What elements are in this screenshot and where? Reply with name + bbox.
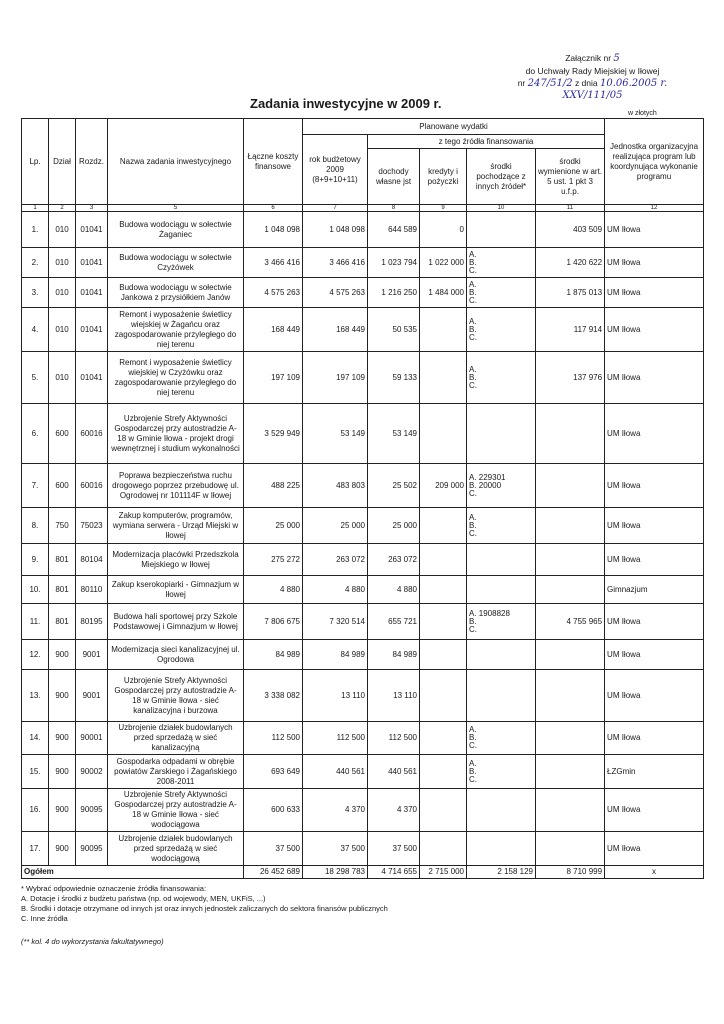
row-task-name: Uzbrojenie działek budowlanych przed sprzedażą w sieć wodociągową (108, 832, 244, 866)
table-body (22, 212, 704, 866)
row-task-name: Budowa wodociągu w sołectwie Żaganiec (108, 212, 244, 248)
row-art: 1 420 622 (536, 248, 605, 278)
row-other-sources (467, 212, 536, 248)
row-task-name: Gospodarka odpadami w obrębie powiatów Żarskiego i Żagańskiego 2008-2011 (108, 755, 244, 789)
row-unit: UM Iłowa (605, 464, 704, 508)
row-total: 3 529 949 (244, 404, 303, 464)
row-year: 4 575 263 (303, 278, 368, 308)
row-dzial: 600 (49, 404, 76, 464)
row-own: 25 000 (368, 508, 420, 544)
row-total: 600 633 (244, 789, 303, 832)
row-rozdz: 80195 (76, 604, 108, 640)
column-numbers-row (22, 205, 704, 212)
row-lp: 4. (22, 308, 49, 352)
row-total: 168 449 (244, 308, 303, 352)
row-own: 112 500 (368, 722, 420, 755)
row-own: 59 133 (368, 352, 420, 404)
row-dzial: 600 (49, 464, 76, 508)
row-unit: UM Iłowa (605, 352, 704, 404)
row-total: 7 806 675 (244, 604, 303, 640)
row-lp: 9. (22, 544, 49, 576)
row-task-name: Zakup kserokopiarki - Gimnazjum w Iłowej (108, 576, 244, 604)
row-rozdz: 80110 (76, 576, 108, 604)
column-number: 2 (49, 205, 76, 212)
row-dzial: 900 (49, 755, 76, 789)
totals-loans: 2 715 000 (420, 866, 467, 879)
row-unit: UM Iłowa (605, 212, 704, 248)
row-loans (420, 670, 467, 722)
attachment-note (485, 52, 700, 102)
row-task-name: Uzbrojenie Strefy Aktywności Gospodarczej przy autostradzie A-18 w Gminie Iłowa - projekt drogi wewnętrznej i studium wykonalności (108, 404, 244, 464)
row-year: 112 500 (303, 722, 368, 755)
row-other-sources: A. B. C. (467, 755, 536, 789)
row-art (536, 508, 605, 544)
row-own: 440 561 (368, 755, 420, 789)
totals-other: 2 158 129 (467, 866, 536, 879)
totals-label: Ogółem (22, 866, 244, 879)
row-total: 3 338 082 (244, 670, 303, 722)
row-year: 483 803 (303, 464, 368, 508)
row-dzial: 801 (49, 544, 76, 576)
row-total: 693 649 (244, 755, 303, 789)
header-dzial: Dział (49, 119, 76, 205)
row-lp: 6. (22, 404, 49, 464)
row-lp: 12. (22, 640, 49, 670)
row-other-sources (467, 670, 536, 722)
row-own: 37 500 (368, 832, 420, 866)
row-task-name: Budowa wodociągu w sołectwie Czyżówek (108, 248, 244, 278)
row-total: 112 500 (244, 722, 303, 755)
row-other-sources (467, 832, 536, 866)
row-other-sources: A. 1908828 B. C. (467, 604, 536, 640)
table-row (22, 604, 704, 640)
row-rozdz: 9001 (76, 670, 108, 722)
row-total: 3 466 416 (244, 248, 303, 278)
row-own: 1 023 794 (368, 248, 420, 278)
row-loans (420, 789, 467, 832)
row-rozdz: 90001 (76, 722, 108, 755)
row-rozdz: 60016 (76, 404, 108, 464)
table-row (22, 576, 704, 604)
header-rozdz: Rozdz. (76, 119, 108, 205)
attachment-number: 5 (613, 53, 620, 64)
header-name: Nazwa zadania inwestycyjnego (108, 119, 244, 205)
investment-table (21, 118, 704, 879)
row-own: 655 721 (368, 604, 420, 640)
row-loans (420, 832, 467, 866)
row-other-sources (467, 404, 536, 464)
row-other-sources: A. B. C. (467, 248, 536, 278)
row-loans (420, 722, 467, 755)
row-loans (420, 544, 467, 576)
row-other-sources (467, 789, 536, 832)
row-loans: 0 (420, 212, 467, 248)
row-lp: 10. (22, 576, 49, 604)
row-task-name: Poprawa bezpieczeństwa ruchu drogowego poprzez przebudowę ul. Ogrodowej nr 101114F w Iłowej (108, 464, 244, 508)
row-other-sources (467, 640, 536, 670)
row-own: 1 216 250 (368, 278, 420, 308)
row-dzial: 900 (49, 670, 76, 722)
row-year: 197 109 (303, 352, 368, 404)
row-rozdz: 01041 (76, 248, 108, 278)
column-number: 10 (467, 205, 536, 212)
row-dzial: 010 (49, 308, 76, 352)
row-task-name: Remont i wyposażenie świetlicy wiejskiej w Czyżówku oraz zagospodarowanie przyległego do niej terenu (108, 352, 244, 404)
row-dzial: 900 (49, 640, 76, 670)
row-other-sources: A. B. C. (467, 508, 536, 544)
row-rozdz: 60016 (76, 464, 108, 508)
row-year: 84 989 (303, 640, 368, 670)
table-header (22, 119, 704, 212)
row-own: 50 535 (368, 308, 420, 352)
table-row (22, 670, 704, 722)
resolution-date: 10.06.2005 r. (600, 78, 668, 89)
row-art (536, 640, 605, 670)
row-year: 25 000 (303, 508, 368, 544)
row-year: 7 320 514 (303, 604, 368, 640)
column-number: 12 (605, 205, 704, 212)
row-own: 84 989 (368, 640, 420, 670)
row-unit: UM Iłowa (605, 544, 704, 576)
header-other: środki pochodzące z innych źródeł* (467, 149, 536, 205)
row-other-sources: A. B. C. (467, 722, 536, 755)
row-art (536, 544, 605, 576)
row-lp: 2. (22, 248, 49, 278)
row-own: 644 589 (368, 212, 420, 248)
row-art: 403 509 (536, 212, 605, 248)
row-lp: 15. (22, 755, 49, 789)
row-task-name: Modernizacja placówki Przedszkola Miejskiego w Iłowej (108, 544, 244, 576)
header-own: dochody własne jst (368, 149, 420, 205)
footnote-optional: (** kol. 4 do wykorzystania fakultatywnego) (21, 937, 164, 946)
row-unit: UM Iłowa (605, 278, 704, 308)
row-own: 4 370 (368, 789, 420, 832)
row-task-name: Uzbrojenie Strefy Aktywności Gospodarczej przy autostradzie A-18 w Gminie Iłowa - sieć kanalizacyjna i burzowa (108, 670, 244, 722)
row-unit: UM Iłowa (605, 508, 704, 544)
row-art (536, 789, 605, 832)
row-loans: 1 484 000 (420, 278, 467, 308)
row-task-name: Uzbrojenie Strefy Aktywności Gospodarczej przy autostradzie A-18 w Gminie Iłowa - sieć wodociągowa (108, 789, 244, 832)
table-row (22, 278, 704, 308)
row-task-name: Uzbrojenie działek budowlanych przed sprzedażą w sieć kanalizacyjną (108, 722, 244, 755)
row-art (536, 722, 605, 755)
row-year: 3 466 416 (303, 248, 368, 278)
row-loans (420, 604, 467, 640)
row-rozdz: 90095 (76, 832, 108, 866)
row-other-sources (467, 544, 536, 576)
row-year: 4 370 (303, 789, 368, 832)
totals-year: 18 298 783 (303, 866, 368, 879)
footnote-line: * Wybrać odpowiednie oznaczenie źródła finansowania: (21, 884, 207, 893)
row-year: 1 048 098 (303, 212, 368, 248)
row-year: 53 149 (303, 404, 368, 464)
row-own: 25 502 (368, 464, 420, 508)
row-lp: 11. (22, 604, 49, 640)
row-unit: ŁZGmin (605, 755, 704, 789)
column-number: 3 (76, 205, 108, 212)
table-row (22, 352, 704, 404)
totals-unit: x (605, 866, 704, 879)
column-number: 11 (536, 205, 605, 212)
row-loans (420, 576, 467, 604)
row-art (536, 404, 605, 464)
row-task-name: Modernizacja sieci kanalizacyjnej ul. Ogrodowa (108, 640, 244, 670)
row-other-sources: A. B. C. (467, 308, 536, 352)
page-title: Zadania inwestycyjne w 2009 r. (250, 96, 442, 111)
row-art (536, 464, 605, 508)
row-other-sources: A. 229301 B. 20000 C. (467, 464, 536, 508)
row-total: 84 989 (244, 640, 303, 670)
resolution-signature: XXV/111/05 (562, 90, 623, 101)
row-total: 4 880 (244, 576, 303, 604)
table-row (22, 248, 704, 278)
row-loans (420, 404, 467, 464)
column-number: 1 (22, 205, 49, 212)
totals-art: 8 710 999 (536, 866, 605, 879)
row-art (536, 832, 605, 866)
totals-own: 4 714 655 (368, 866, 420, 879)
row-dzial: 010 (49, 278, 76, 308)
row-unit: UM Iłowa (605, 789, 704, 832)
column-number: 8 (368, 205, 420, 212)
row-dzial: 801 (49, 604, 76, 640)
row-year: 263 072 (303, 544, 368, 576)
row-own: 263 072 (368, 544, 420, 576)
header-planned: Planowane wydatki (303, 119, 605, 135)
column-number: 7 (303, 205, 368, 212)
row-art (536, 670, 605, 722)
row-unit: UM Iłowa (605, 248, 704, 278)
footnote-line: B. Środki i dotacje otrzymane od innych jst oraz innych jednostek zaliczanych do sektora finansów publicznych (21, 904, 388, 913)
footnote-line: C. Inne źródła (21, 914, 68, 923)
row-other-sources: A. B. C. (467, 352, 536, 404)
row-loans (420, 508, 467, 544)
row-loans (420, 755, 467, 789)
row-unit: Gimnazjum (605, 576, 704, 604)
row-lp: 14. (22, 722, 49, 755)
table-row (22, 404, 704, 464)
row-rozdz: 9001 (76, 640, 108, 670)
header-total: Łączne koszty finansowe (244, 119, 303, 205)
row-task-name: Budowa hali sportowej przy Szkole Podstawowej i Gimnazjum w Iłowej (108, 604, 244, 640)
row-lp: 8. (22, 508, 49, 544)
row-art (536, 755, 605, 789)
row-lp: 16. (22, 789, 49, 832)
row-lp: 13. (22, 670, 49, 722)
header-art: środki wymienione w art. 5 ust. 1 pkt 3 u.f.p. (536, 149, 605, 205)
table-row (22, 508, 704, 544)
table-row (22, 308, 704, 352)
header-sources: z tego źródła finansowania (368, 135, 605, 149)
row-year: 168 449 (303, 308, 368, 352)
row-loans (420, 640, 467, 670)
row-unit: UM Iłowa (605, 832, 704, 866)
row-loans (420, 308, 467, 352)
column-number: 6 (244, 205, 303, 212)
row-art: 4 755 965 (536, 604, 605, 640)
row-dzial: 750 (49, 508, 76, 544)
header-unit-org: Jednostka organizacyjna realizująca program lub koordynująca wykonanie programu (605, 119, 704, 205)
footnotes (21, 884, 621, 924)
table-row (22, 640, 704, 670)
totals-total: 26 452 689 (244, 866, 303, 879)
row-rozdz: 01041 (76, 278, 108, 308)
row-unit: UM Iłowa (605, 722, 704, 755)
attachment-label: Załącznik nr (565, 53, 612, 63)
row-loans: 1 022 000 (420, 248, 467, 278)
totals-row (22, 866, 704, 879)
row-dzial: 900 (49, 832, 76, 866)
row-year: 440 561 (303, 755, 368, 789)
table-row (22, 789, 704, 832)
table-row (22, 722, 704, 755)
row-rozdz: 01041 (76, 352, 108, 404)
row-other-sources: A. B. C. (467, 278, 536, 308)
row-unit: UM Iłowa (605, 670, 704, 722)
resolution-date-label: z dnia (574, 78, 598, 88)
row-art: 117 914 (536, 308, 605, 352)
row-year: 37 500 (303, 832, 368, 866)
row-lp: 7. (22, 464, 49, 508)
header-lp: Lp. (22, 119, 49, 205)
row-dzial: 010 (49, 248, 76, 278)
row-rozdz: 90095 (76, 789, 108, 832)
row-task-name: Zakup komputerów, programów, wymiana serwera - Urząd Miejski w Iłowej (108, 508, 244, 544)
row-total: 37 500 (244, 832, 303, 866)
attachment-resolution: do Uchwały Rady Miejskiej w Iłowej (525, 66, 660, 76)
row-dzial: 010 (49, 212, 76, 248)
header-year: rok budżetowy 2009 (8+9+10+11) (303, 135, 368, 205)
resolution-number: 247/51/2 (527, 78, 573, 89)
row-own: 53 149 (368, 404, 420, 464)
row-dzial: 900 (49, 722, 76, 755)
row-unit: UM Iłowa (605, 308, 704, 352)
row-lp: 1. (22, 212, 49, 248)
row-loans: 209 000 (420, 464, 467, 508)
row-other-sources (467, 576, 536, 604)
row-lp: 17. (22, 832, 49, 866)
row-rozdz: 01041 (76, 212, 108, 248)
table-row (22, 755, 704, 789)
row-lp: 3. (22, 278, 49, 308)
row-total: 275 272 (244, 544, 303, 576)
row-total: 4 575 263 (244, 278, 303, 308)
column-number: 9 (420, 205, 467, 212)
row-total: 488 225 (244, 464, 303, 508)
row-own: 4 880 (368, 576, 420, 604)
row-year: 13 110 (303, 670, 368, 722)
row-task-name: Budowa wodociągu w sołectwie Jankowa z przysiółkiem Janów (108, 278, 244, 308)
table-row (22, 212, 704, 248)
row-dzial: 010 (49, 352, 76, 404)
row-rozdz: 80104 (76, 544, 108, 576)
header-loans: kredyty i pożyczki (420, 149, 467, 205)
table-row (22, 464, 704, 508)
resolution-nr-label: nr (517, 78, 526, 88)
table-row (22, 832, 704, 866)
row-rozdz: 90002 (76, 755, 108, 789)
row-lp: 5. (22, 352, 49, 404)
row-unit: UM Iłowa (605, 640, 704, 670)
row-dzial: 801 (49, 576, 76, 604)
row-total: 197 109 (244, 352, 303, 404)
row-unit: UM Iłowa (605, 604, 704, 640)
row-task-name: Remont i wyposażenie świetlicy wiejskiej w Żagańcu oraz zagospodarowanie przyległego do niej terenu (108, 308, 244, 352)
table-row (22, 544, 704, 576)
row-loans (420, 352, 467, 404)
row-rozdz: 01041 (76, 308, 108, 352)
footnote-line: A. Dotacje i środki z budżetu państwa (np. od wojewody, MEN, UKFiS, ...) (21, 894, 266, 903)
row-unit: UM Iłowa (605, 404, 704, 464)
row-own: 13 110 (368, 670, 420, 722)
unit-label: w złotych (628, 110, 657, 117)
column-number: 5 (108, 205, 244, 212)
row-art (536, 576, 605, 604)
row-art: 1 875 013 (536, 278, 605, 308)
row-year: 4 880 (303, 576, 368, 604)
row-total: 1 048 098 (244, 212, 303, 248)
row-art: 137 976 (536, 352, 605, 404)
row-total: 25 000 (244, 508, 303, 544)
row-dzial: 900 (49, 789, 76, 832)
row-rozdz: 75023 (76, 508, 108, 544)
